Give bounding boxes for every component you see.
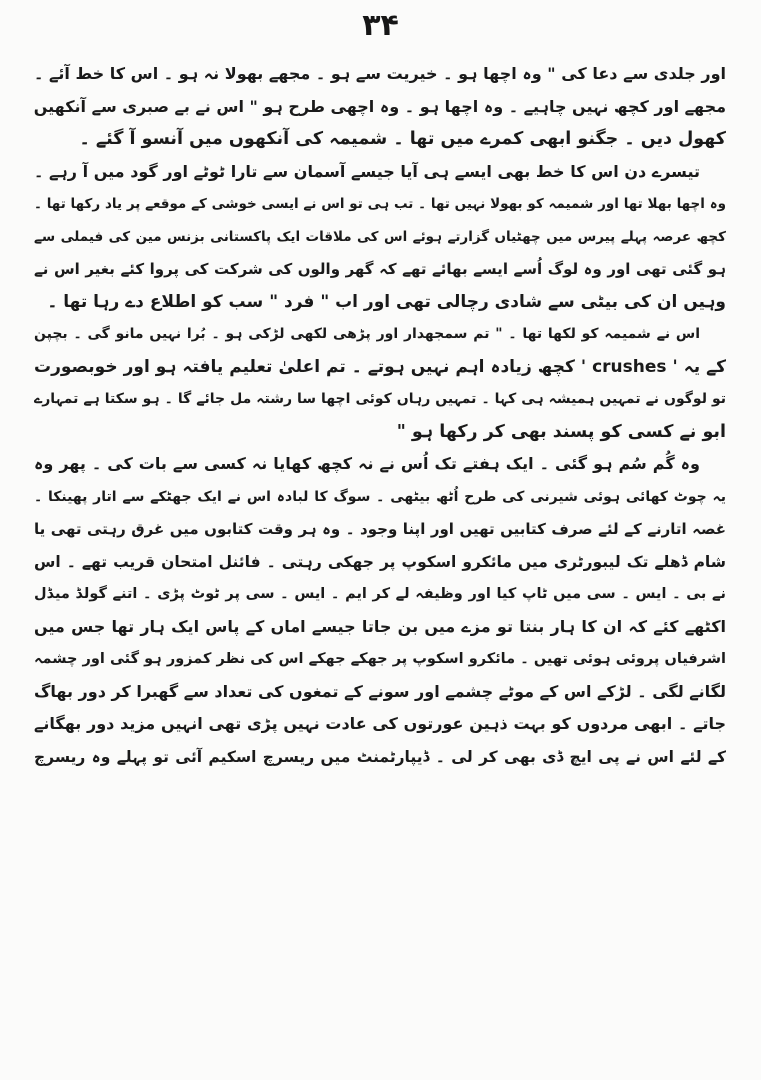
page-number: ۳۴: [362, 8, 399, 43]
text-line: کے لئے اس نے پی ایچ ڈی بھی کر لی ۔ ڈیپارٹمنٹ میں ریسرچ اسکیم آئی تو پہلے وہ ریسرچ: [34, 747, 726, 766]
text-line: تو لوگوں نے تمہیں ہمیشہ ہی کہا ۔ تمہیں رہاں کوئی اچھا سا رشتہ مل جائے گا ۔ ہو سکتا ہے تمہارے: [34, 391, 726, 407]
text-line: جاتے ۔ ابھی مردوں کو بہت ذہین عورتوں کی عادت نہیں پڑی تھی انہیں مزید دور بھگانے: [34, 714, 726, 733]
text-line: لگانے لگی ۔ لڑکے اس کے موٹے چشمے اور سونے کے تمغوں کی تعداد سے گھبرا کر دور بھاگ: [34, 681, 726, 701]
text-line: ہو گئی تھی اور وہ لوگ اُسے ایسے بھائے تھے کہ گھر والوں کی شرکت کی پروا کئے بغیر اس نے: [34, 260, 726, 278]
text-line: وہیں ان کی بیٹی سے شادی رچالی تھی اور اب " فرد " سب کو اطلاع دے رہا تھا ۔: [47, 291, 726, 312]
text-line: اور جلدی سے دعا کی " وہ اچھا ہو ۔ خیریت سے ہو ۔ مجھے بھولا نہ ہو ۔ اس کا خط آئے ۔: [34, 64, 726, 83]
text-line: اکٹھے کئے کہ ان کا ہار بنتا تو مزے میں بن جاتا جیسے اماں کے پاس ایک ہار تھا جس میں: [34, 616, 726, 636]
text-line: کھول دیں ۔ جگنو ابھی کمرے میں تھا ۔ شمیمہ کی آنکھوں میں آنسو آ گئے ۔: [79, 129, 726, 149]
text-line: غصہ اتارنے کے لئے صرف کتابیں تھیں اور اپنا وجود ۔ وہ ہر وقت کتابوں میں غرق رہتی تھی یا: [34, 520, 726, 538]
text-line: ابو نے کسی کو پسند بھی کر رکھا ہو ": [396, 421, 726, 442]
text-line: کچھ عرصہ پہلے پیرس میں چھٹیاں گزارتے ہوئے اس کی ملاقات ایک پاکستانی بزنس مین کی فیملی سے: [34, 228, 726, 245]
text-line: کے یہ ' crushes ' کچھ زیادہ اہم نہیں ہوتے ۔ تم اعلیٰ تعلیم یافتہ ہو اور خوبصورت: [34, 356, 726, 377]
urdu-body-text: [34, 58, 726, 773]
text-line: نے بی ۔ ایس ۔ سی میں ٹاپ کیا اور وظیفہ لے کر ایم ۔ ایس ۔ سی پر ٹوٹ پڑی ۔ اتنے گولڈ میڈل: [34, 586, 726, 602]
text-line: تیسرے دن اس کا خط بھی ایسے ہی آیا جیسے آسمان سے تارا ٹوٹے اور گود میں آ رہے ۔: [34, 161, 700, 181]
text-line: شام ڈھلے تک لیبورٹری میں مائکرو اسکوپ پر جھکی رہتی ۔ فائنل امتحان قریب تھے ۔ اس: [34, 552, 726, 571]
text-line: یہ چوٹ کھائی ہوئی شیرنی کی طرح اُٹھ بیٹھی ۔ سوگ کا لبادہ اس نے ایک جھٹکے سے اتار پھینکا ۔: [34, 488, 726, 505]
text-line: اس نے شمیمہ کو لکھا تھا ۔ " تم سمجھدار اور پڑھی لکھی لڑکی ہو ۔ بُرا نہیں مانو گی ۔ بچپن: [34, 326, 700, 342]
text-line: اشرفیاں پروئی ہوئی تھیں ۔ مائکرو اسکوپ پر جھکے جھکے اس کی نظر کمزور ہو گئی اور چشمہ: [34, 651, 726, 667]
text-line: وہ گُم سُم ہو گئی ۔ ایک ہفتے تک اُس نے نہ کچھ کھایا نہ کسی سے بات کی ۔ پھر وہ: [34, 454, 700, 473]
text-line: مجھے اور کچھ نہیں چاہیے ۔ وہ اچھا ہو ۔ وہ اچھی طرح ہو " اس نے بے صبری سے آنکھیں: [34, 96, 726, 116]
text-line: وہ اچھا بھلا تھا اور شمیمہ کو بھولا نہیں تھا ۔ تب ہی تو اس نے ایسی خوشی کے موقعے پر یاد رکھا تھا ۔: [34, 196, 726, 212]
